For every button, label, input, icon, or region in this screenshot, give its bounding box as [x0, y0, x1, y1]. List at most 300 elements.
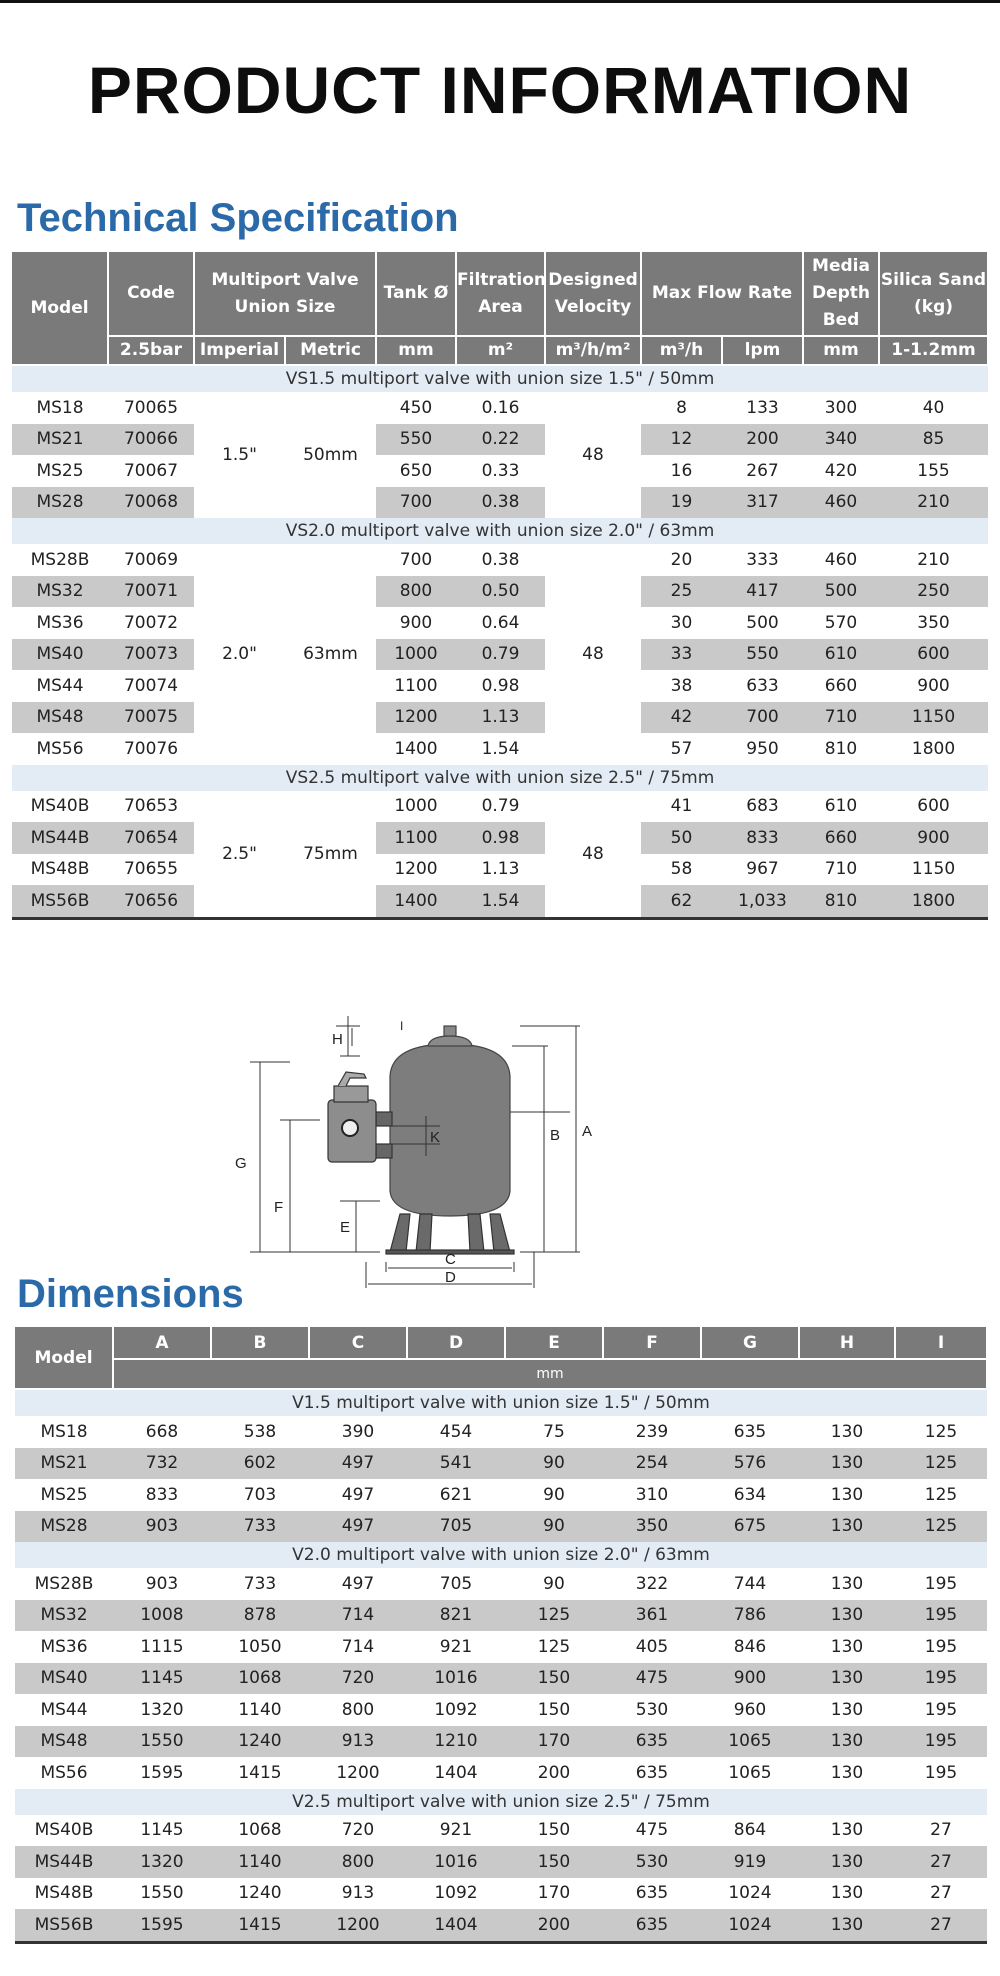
- cell-dim-c: 720: [309, 1663, 407, 1695]
- top-border: [0, 0, 1000, 3]
- cell-flow-lpm: 333: [746, 549, 779, 570]
- cell-dim-d: 541: [407, 1448, 505, 1480]
- cell-dim-a: 1595: [113, 1909, 211, 1942]
- cell-dim-d: 1016: [407, 1663, 505, 1695]
- cell-dim-h: 130: [799, 1726, 895, 1758]
- cell-code: 70074: [123, 675, 179, 696]
- cell-model: MS21: [15, 1448, 113, 1480]
- cell-dim-i: 27: [895, 1909, 987, 1942]
- table-row: [15, 1663, 987, 1695]
- cell-velocity: 48: [545, 392, 641, 518]
- cell-model: MS44: [40, 1699, 88, 1720]
- cell-code: 70071: [108, 576, 194, 608]
- cell-dim-i: 27: [930, 1883, 952, 1904]
- cell-area: 0.33: [481, 460, 520, 481]
- cell-code: 70065: [123, 397, 179, 418]
- page-title: PRODUCT INFORMATION: [87, 53, 913, 127]
- cell-dim-b: 1068: [211, 1663, 309, 1695]
- cell-code: 70069: [123, 549, 179, 570]
- cell-sand: 600: [879, 639, 988, 671]
- unit-sand: 1-1.2mm: [879, 336, 988, 365]
- th-dim-c: C: [309, 1327, 407, 1359]
- cell-dim-c: 497: [341, 1573, 375, 1594]
- cell-dim-h: 130: [799, 1448, 895, 1480]
- cell-dim-h: 130: [830, 1762, 864, 1783]
- cell-dim-d: 1404: [434, 1762, 478, 1783]
- cell-dim-g: 1024: [728, 1883, 772, 1904]
- cell-velocity: 48: [545, 791, 641, 919]
- cell-code: 70655: [123, 859, 179, 880]
- cell-dim-i: 125: [895, 1448, 987, 1480]
- cell-sand: 1800: [879, 885, 988, 918]
- cell-media: 810: [824, 738, 858, 759]
- cell-dim-b: 1415: [238, 1762, 282, 1783]
- cell-flow-m3h: 62: [641, 885, 722, 918]
- unit-tank: mm: [376, 336, 456, 365]
- th-code: Code: [108, 252, 194, 336]
- cell-dim-i: 195: [924, 1699, 958, 1720]
- table-row: [12, 670, 988, 702]
- cell-flow-lpm: 633: [746, 675, 779, 696]
- cell-dim-a: 833: [145, 1484, 179, 1505]
- cell-code: 70068: [108, 487, 194, 519]
- group-label: VS1.5 multiport valve with union size 1.5" / 50mm: [12, 365, 988, 392]
- cell-flow-m3h: 30: [670, 612, 693, 633]
- cell-dim-b: 703: [243, 1484, 277, 1505]
- th-dim-unit: mm: [113, 1359, 987, 1389]
- unit-filtration: m²: [456, 336, 545, 365]
- cell-flow-m3h: 41: [670, 796, 693, 817]
- unit-imperial: Imperial: [194, 336, 285, 365]
- cell-model: MS48B: [34, 1883, 94, 1904]
- cell-dim-d: 1092: [434, 1883, 478, 1904]
- cell-dim-h: 130: [799, 1511, 895, 1543]
- dimensions-table: [15, 1327, 988, 1944]
- th-velocity: Designed Velocity: [545, 252, 641, 336]
- cell-sand: 85: [879, 424, 988, 456]
- th-dim-g: G: [701, 1327, 799, 1359]
- table-row: [12, 544, 988, 576]
- cell-media: 710: [824, 859, 858, 880]
- cell-area: 0.50: [456, 576, 545, 608]
- cell-dim-i: 27: [930, 1820, 952, 1841]
- th-dim-h: H: [799, 1327, 895, 1359]
- table-row: [12, 455, 988, 487]
- cell-dim-f: 239: [635, 1421, 669, 1442]
- cell-dim-g: 635: [733, 1421, 767, 1442]
- cell-flow-lpm: 833: [722, 822, 803, 854]
- table-row: [15, 1726, 987, 1758]
- tech-spec-title: Technical Specification: [17, 196, 459, 240]
- cell-model: MS40: [15, 1663, 113, 1695]
- cell-dim-h: 130: [799, 1600, 895, 1632]
- cell-sand: 600: [917, 796, 950, 817]
- table-row: [15, 1479, 987, 1511]
- cell-dim-h: 130: [799, 1663, 895, 1695]
- cell-dim-g: 744: [733, 1573, 767, 1594]
- cell-sand: 210: [917, 549, 950, 570]
- group-row: [15, 1789, 987, 1815]
- unit-flow-lpm: lpm: [722, 336, 803, 365]
- cell-dim-d: 921: [439, 1820, 473, 1841]
- cell-dim-f: 475: [635, 1820, 669, 1841]
- cell-dim-b: 1140: [211, 1846, 309, 1878]
- table-row: [12, 702, 988, 734]
- cell-code: 70067: [123, 460, 179, 481]
- cell-flow-m3h: 20: [670, 549, 693, 570]
- th-tank: Tank Ø: [376, 252, 456, 336]
- cell-flow-m3h: 38: [670, 675, 693, 696]
- cell-tank: 1400: [394, 738, 438, 759]
- group-row: [12, 765, 988, 791]
- cell-dim-g: 960: [733, 1699, 767, 1720]
- table-row: [12, 733, 988, 765]
- cell-flow-lpm: 950: [746, 738, 779, 759]
- cell-model: MS32: [15, 1600, 113, 1632]
- cell-dim-h: 130: [799, 1909, 895, 1942]
- cell-flow-lpm: 683: [746, 796, 779, 817]
- cell-tank: 650: [399, 460, 433, 481]
- cell-dim-b: 878: [211, 1600, 309, 1632]
- cell-sand: 40: [922, 397, 945, 418]
- cell-dim-e: 90: [505, 1448, 603, 1480]
- cell-dim-f: 310: [635, 1484, 669, 1505]
- cell-model: MS21: [12, 424, 108, 456]
- cell-imperial: 1.5": [194, 392, 285, 518]
- cell-model: MS40B: [30, 796, 90, 817]
- th-dim-f: F: [603, 1327, 701, 1359]
- unit-flow-m3: m³/h: [641, 336, 722, 365]
- unit-code: 2.5bar: [108, 336, 194, 365]
- cell-dim-b: 1240: [211, 1726, 309, 1758]
- cell-model: MS48: [12, 702, 108, 734]
- cell-dim-f: 322: [635, 1573, 669, 1594]
- cell-sand: 250: [879, 576, 988, 608]
- th-dim-i: I: [895, 1327, 987, 1359]
- cell-dim-e: 170: [505, 1726, 603, 1758]
- cell-dim-f: 530: [635, 1699, 669, 1720]
- table-row: [15, 1416, 987, 1448]
- group-label: V1.5 multiport valve with union size 1.5" / 50mm: [15, 1389, 987, 1416]
- cell-dim-b: 1050: [238, 1636, 282, 1657]
- cell-dim-f: 635: [635, 1762, 669, 1783]
- table-row: [12, 885, 988, 918]
- cell-media: 710: [803, 702, 879, 734]
- dimensions-title: Dimensions: [17, 1272, 244, 1316]
- cell-code: 70072: [123, 612, 179, 633]
- cell-dim-c: 800: [309, 1846, 407, 1878]
- cell-dim-f: 635: [603, 1909, 701, 1942]
- table-row: [12, 487, 988, 519]
- cell-dim-b: 1415: [211, 1909, 309, 1942]
- cell-model: MS56B: [15, 1909, 113, 1942]
- cell-dim-g: 900: [701, 1663, 799, 1695]
- cell-media: 500: [803, 576, 879, 608]
- cell-dim-b: 1140: [238, 1699, 282, 1720]
- cell-tank: 1000: [376, 639, 456, 671]
- cell-dim-f: 350: [603, 1511, 701, 1543]
- cell-area: 0.98: [456, 822, 545, 854]
- cell-dim-i: 195: [924, 1636, 958, 1657]
- group-row: [15, 1542, 987, 1568]
- cell-dim-h: 130: [830, 1883, 864, 1904]
- th-dim-b: B: [211, 1327, 309, 1359]
- cell-dim-e: 150: [537, 1699, 571, 1720]
- cell-dim-e: 90: [505, 1511, 603, 1543]
- cell-flow-lpm: 1,033: [722, 885, 803, 918]
- table-row: [12, 639, 988, 671]
- cell-media: 460: [803, 487, 879, 519]
- cell-model: MS48B: [30, 859, 90, 880]
- cell-dim-g: 1065: [728, 1762, 772, 1783]
- cell-area: 0.79: [481, 796, 520, 817]
- cell-dim-h: 130: [830, 1484, 864, 1505]
- dim-label-b: B: [550, 1127, 561, 1144]
- th-filtration: Filtration Area: [456, 252, 545, 336]
- cell-code: 70066: [108, 424, 194, 456]
- cell-flow-lpm: 550: [722, 639, 803, 671]
- cell-media: 610: [803, 639, 879, 671]
- cell-model: MS44: [36, 675, 84, 696]
- cell-dim-h: 130: [830, 1573, 864, 1594]
- cell-area: 0.22: [456, 424, 545, 456]
- cell-dim-a: 732: [113, 1448, 211, 1480]
- table-row: [12, 424, 988, 456]
- cell-dim-f: 475: [603, 1663, 701, 1695]
- table-row: [15, 1600, 987, 1632]
- cell-dim-c: 497: [341, 1484, 375, 1505]
- th-dim-model: Model: [15, 1327, 113, 1389]
- cell-dim-c: 720: [341, 1820, 375, 1841]
- cell-dim-d: 621: [439, 1484, 473, 1505]
- cell-flow-lpm: 417: [722, 576, 803, 608]
- cell-dim-b: 733: [243, 1573, 277, 1594]
- cell-dim-h: 130: [830, 1699, 864, 1720]
- cell-dim-a: 1115: [140, 1636, 184, 1657]
- cell-tank: 1100: [376, 822, 456, 854]
- cell-dim-d: 1092: [434, 1699, 478, 1720]
- cell-model: MS32: [12, 576, 108, 608]
- cell-dim-a: 1320: [113, 1846, 211, 1878]
- cell-code: 70653: [123, 796, 179, 817]
- cell-dim-e: 150: [505, 1663, 603, 1695]
- th-sand: Silica Sand (kg): [879, 252, 988, 336]
- dim-label-c: C: [445, 1251, 456, 1268]
- cell-area: 0.38: [456, 487, 545, 519]
- table-row: [15, 1757, 987, 1789]
- cell-dim-e: 90: [543, 1573, 565, 1594]
- table-row: [15, 1815, 987, 1847]
- cell-metric: 63mm: [285, 544, 376, 765]
- cell-model: MS40B: [34, 1820, 94, 1841]
- cell-model: MS36: [36, 612, 84, 633]
- cell-media: 570: [824, 612, 858, 633]
- cell-dim-g: 634: [733, 1484, 767, 1505]
- cell-dim-a: 1550: [113, 1726, 211, 1758]
- cell-dim-c: 497: [309, 1511, 407, 1543]
- cell-flow-m3h: 57: [670, 738, 693, 759]
- table-row: [15, 1568, 987, 1600]
- cell-dim-d: 921: [439, 1636, 473, 1657]
- cell-dim-a: 903: [145, 1573, 179, 1594]
- cell-code: 70076: [123, 738, 179, 759]
- cell-imperial: 2.0": [194, 544, 285, 765]
- dim-label-f: F: [274, 1199, 284, 1216]
- th-dim-a: A: [113, 1327, 211, 1359]
- cell-flow-m3h: 50: [641, 822, 722, 854]
- cell-media: 340: [803, 424, 879, 456]
- cell-dim-g: 846: [733, 1636, 767, 1657]
- cell-dim-a: 1008: [113, 1600, 211, 1632]
- dim-label-h: H: [332, 1031, 343, 1048]
- cell-model: MS44B: [15, 1846, 113, 1878]
- group-label: VS2.0 multiport valve with union size 2.0" / 63mm: [12, 518, 988, 544]
- table-row: [12, 854, 988, 886]
- cell-flow-m3h: 42: [641, 702, 722, 734]
- cell-tank: 550: [376, 424, 456, 456]
- cell-dim-i: 27: [895, 1846, 987, 1878]
- cell-flow-m3h: 19: [641, 487, 722, 519]
- cell-dim-h: 130: [830, 1636, 864, 1657]
- cell-flow-lpm: 317: [722, 487, 803, 519]
- cell-area: 0.79: [456, 639, 545, 671]
- cell-media: 660: [803, 822, 879, 854]
- cell-dim-g: 919: [701, 1846, 799, 1878]
- cell-flow-m3h: 8: [676, 397, 687, 418]
- cell-flow-m3h: 16: [670, 460, 693, 481]
- group-row: [12, 365, 988, 392]
- cell-model: MS56B: [12, 885, 108, 918]
- cell-tank: 450: [399, 397, 433, 418]
- cell-tank: 1000: [394, 796, 438, 817]
- cell-model: MS44B: [12, 822, 108, 854]
- cell-dim-f: 635: [603, 1726, 701, 1758]
- cell-media: 610: [824, 796, 858, 817]
- cell-model: MS40: [12, 639, 108, 671]
- cell-dim-g: 576: [701, 1448, 799, 1480]
- cell-dim-c: 1200: [309, 1909, 407, 1942]
- cell-sand: 900: [917, 675, 950, 696]
- cell-dim-d: 1016: [407, 1846, 505, 1878]
- cell-code: 70075: [108, 702, 194, 734]
- cell-dim-d: 454: [439, 1421, 473, 1442]
- cell-tank: 900: [399, 612, 433, 633]
- cell-dim-e: 200: [505, 1909, 603, 1942]
- cell-area: 0.16: [481, 397, 520, 418]
- cell-dim-g: 786: [701, 1600, 799, 1632]
- table-row: [12, 607, 988, 639]
- cell-model: MS28B: [30, 549, 90, 570]
- cell-dim-c: 497: [309, 1448, 407, 1480]
- cell-flow-lpm: 133: [746, 397, 779, 418]
- group-label: V2.0 multiport valve with union size 2.0" / 63mm: [15, 1542, 987, 1568]
- cell-dim-d: 1210: [407, 1726, 505, 1758]
- table-row: [15, 1511, 987, 1543]
- cell-flow-m3h: 25: [641, 576, 722, 608]
- cell-tank: 800: [376, 576, 456, 608]
- cell-dim-e: 170: [537, 1883, 571, 1904]
- cell-sand: 210: [879, 487, 988, 519]
- cell-metric: 50mm: [285, 392, 376, 518]
- cell-dim-e: 150: [505, 1846, 603, 1878]
- group-row: [12, 518, 988, 544]
- cell-model: MS56: [36, 738, 84, 759]
- cell-dim-f: 254: [603, 1448, 701, 1480]
- cell-model: MS36: [40, 1636, 88, 1657]
- th-dim-e: E: [505, 1327, 603, 1359]
- th-model: Model: [12, 252, 108, 365]
- dim-label-k: K: [430, 1129, 441, 1146]
- cell-dim-i: 195: [895, 1600, 987, 1632]
- cell-dim-g: 864: [733, 1820, 767, 1841]
- cell-model: MS56: [40, 1762, 88, 1783]
- cell-velocity: 48: [545, 544, 641, 765]
- cell-dim-g: 675: [701, 1511, 799, 1543]
- cell-flow-lpm: 967: [746, 859, 779, 880]
- cell-media: 300: [824, 397, 858, 418]
- cell-dim-c: 913: [341, 1883, 375, 1904]
- cell-code: 70656: [108, 885, 194, 918]
- dim-label-i: I: [400, 1019, 404, 1033]
- cell-dim-d: 705: [439, 1573, 473, 1594]
- cell-dim-i: 195: [924, 1762, 958, 1783]
- table-row: [12, 822, 988, 854]
- table-row: [12, 392, 988, 424]
- cell-code: 70654: [108, 822, 194, 854]
- cell-model: MS28B: [34, 1573, 94, 1594]
- cell-dim-a: 1145: [140, 1820, 184, 1841]
- cell-flow-m3h: 58: [670, 859, 693, 880]
- cell-sand: 350: [917, 612, 950, 633]
- cell-dim-e: 90: [543, 1484, 565, 1505]
- cell-dim-b: 602: [211, 1448, 309, 1480]
- cell-dim-c: 800: [341, 1699, 375, 1720]
- cell-code: 70073: [108, 639, 194, 671]
- cell-dim-c: 390: [341, 1421, 375, 1442]
- cell-media: 660: [824, 675, 858, 696]
- cell-dim-f: 635: [635, 1883, 669, 1904]
- cell-dim-e: 75: [543, 1421, 565, 1442]
- group-label: V2.5 multiport valve with union size 2.5" / 75mm: [15, 1789, 987, 1815]
- cell-dim-a: 1550: [140, 1883, 184, 1904]
- cell-dim-c: 913: [309, 1726, 407, 1758]
- table-row: [15, 1448, 987, 1480]
- cell-flow-m3h: 33: [641, 639, 722, 671]
- cell-dim-b: 1068: [238, 1820, 282, 1841]
- cell-dim-d: 705: [407, 1511, 505, 1543]
- th-media: Media Depth Bed: [803, 252, 879, 336]
- cell-flow-lpm: 200: [722, 424, 803, 456]
- cell-imperial: 2.5": [194, 791, 285, 919]
- cell-dim-a: 1320: [140, 1699, 184, 1720]
- cell-dim-i: 195: [924, 1573, 958, 1594]
- cell-dim-g: 1065: [701, 1726, 799, 1758]
- cell-flow-m3h: 12: [641, 424, 722, 456]
- cell-media: 810: [803, 885, 879, 918]
- cell-dim-b: 538: [243, 1421, 277, 1442]
- cell-model: MS25: [40, 1484, 88, 1505]
- cell-metric: 75mm: [285, 791, 376, 919]
- cell-media: 420: [824, 460, 858, 481]
- cell-tank: 700: [376, 487, 456, 519]
- cell-dim-f: 361: [603, 1600, 701, 1632]
- group-label: VS2.5 multiport valve with union size 2.5" / 75mm: [12, 765, 988, 791]
- cell-dim-a: 668: [145, 1421, 179, 1442]
- cell-dim-e: 150: [537, 1820, 571, 1841]
- cell-area: 1.54: [456, 885, 545, 918]
- cell-dim-c: 714: [309, 1600, 407, 1632]
- cell-sand: 900: [879, 822, 988, 854]
